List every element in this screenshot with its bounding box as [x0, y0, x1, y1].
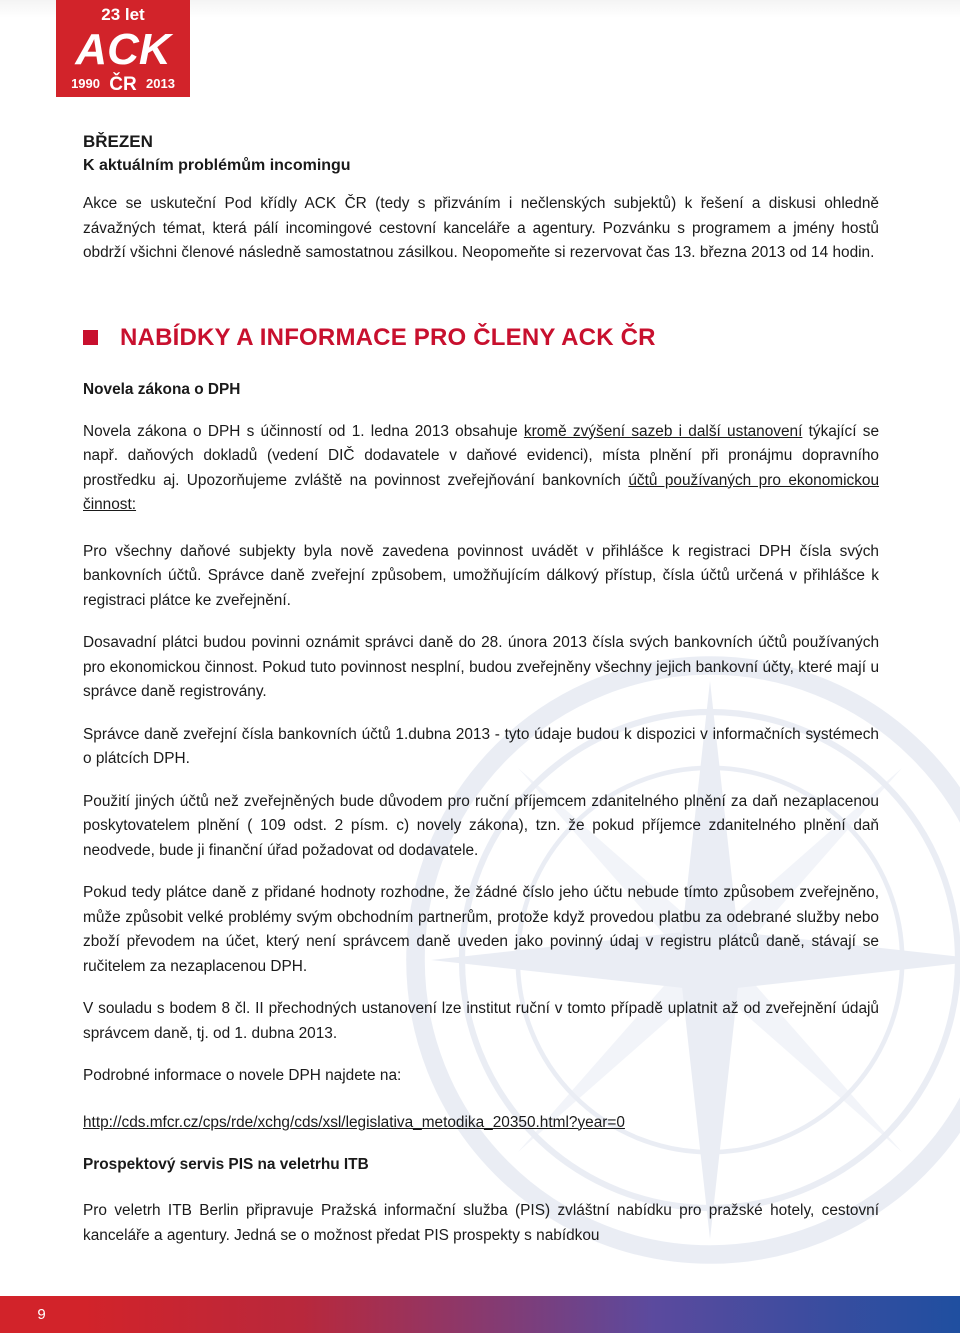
vat-paragraph-4: Správce daně zveřejní čísla bankovních účtů 1.dubna 2013 - tyto údaje budou k dispozici v informačních systémech o plátcích DPH.: [83, 725, 879, 767]
logo-year-from: 1990: [71, 76, 100, 91]
vat-heading: Novela zákona o DPH: [83, 380, 241, 398]
footer-bar: [0, 1296, 960, 1333]
ack-logo: [56, 0, 190, 97]
logo-brand: ACK: [75, 25, 171, 74]
page-number: 9: [0, 1296, 83, 1333]
logo-year-to: 2013: [146, 76, 175, 91]
pis-paragraph-1: Pro veletrh ITB Berlin připravuje Pražská informační služba (PIS) zvláštní nabídku pro pražské hotely, cestovní kanceláře a agentury. Jedná se o možnost předat PIS prospekty s nabídkou: [83, 1202, 879, 1244]
vat-info-link[interactable]: http://cds.mfcr.cz/cps/rde/xchg/cds/xsl/legislativa_metodika_20350.html?year=0: [83, 1113, 625, 1131]
footer-gradient: [83, 1296, 960, 1333]
vat-p1-underlined-1: kromě zvýšení sazeb i další ustanovení: [523, 422, 803, 440]
vat-paragraph-5: Použití jiných účtů než zveřejněných bude důvodem pro ruční příjemcem zdanitelného plnění za daň nezaplacenou poskytovatelem plnění ( 109 odst. 2 písm. c) novely zákona), tzn. že pokud příjemce zdanitelného plnění daň neodvede, bude ji finanční úřad požadovat od dodavatele.: [83, 792, 879, 859]
page-content: [83, 130, 879, 1248]
section-title: NABÍDKY A INFORMACE PRO ČLENY ACK ČR: [120, 323, 656, 351]
vat-p1-underlined-2: účtů používaných pro ekonomickou činnost:: [83, 471, 880, 513]
logo-country: ČR: [109, 74, 137, 95]
vat-paragraph-8: Podrobné informace o novele DPH najdete na:: [83, 1067, 402, 1084]
vat-paragraph-1: [83, 420, 879, 518]
vat-paragraph-7: V souladu s bodem 8 čl. II přechodných ustanovení lze institut ruční v tomto případě uplatnit až od zveřejnění údajů správcem daně, tj. od 1. dubna 2013.: [83, 1000, 879, 1042]
section-header: [83, 324, 879, 352]
vat-paragraph-2: Pro všechny daňové subjekty byla nově zavedena povinnost uvádět v přihlášce k registraci DPH čísla svých bankovních účtů. Správce daně zveřejní způsobem, umožňujícím dálkový přístup, čísla účtů určená v přihlášce k registraci plátce ke zveřejnění.: [83, 542, 879, 609]
vat-info-link-line: [83, 1111, 879, 1136]
logo-years: 23 let: [101, 5, 145, 24]
pis-heading: Prospektový servis PIS na veletrhu ITB: [83, 1156, 369, 1173]
incoming-paragraph: Akce se uskuteční Pod křídly ACK ČR (tedy s přizváním i nečlenských subjektů) k řešení a diskusi ohledně závažných témat, která pálí incomingové cestovní kanceláře a agentury. Pozvánku s programem a jmény hostů obdrží všichni členové následně samostatnou zásilkou. Neopomeňte si rezervovat čas 13. března 2013 od 14 hodin.: [83, 195, 879, 261]
incoming-heading: K aktuálním problémům incomingu: [83, 157, 351, 174]
vat-paragraph-6: Pokud tedy plátce daně z přidané hodnoty rozhodne, že žádné číslo jeho účtu nebude tímto způsobem zveřejněno, může způsobit velké problémy svým obchodním partnerům, protože když provedou platbu za odebrané služby nebo zboží převodem na účet, který není správcem daně uveden jako povinný údaj v registru plátců daně, stávají se ručitelem za nezaplacenou DPH.: [83, 884, 879, 975]
month-heading: BŘEZEN: [83, 132, 153, 151]
vat-p1-text-b: týkající se např. daňových dokladů (vedení DIČ dodavatele v daňové evidenci), místa plnění při pronájmu dopravního prostředku aj. Upozorňujeme zvláště na povinnost zveřejňování bankovních: [83, 422, 880, 489]
square-bullet-icon: [83, 330, 98, 345]
vat-paragraph-3: Dosavadní plátci budou povinni oznámit správci daně do 28. února 2013 čísla svých bankovních účtů používaných pro ekonomickou činnost. Pokud tuto povinnost nesplní, budou zveřejněny všechny jejich bankovní účty, které mají u správce daně registrovány.: [83, 634, 879, 700]
vat-p1-text-a: Novela zákona o DPH s účinností od 1. ledna 2013 obsahuje: [83, 422, 524, 440]
